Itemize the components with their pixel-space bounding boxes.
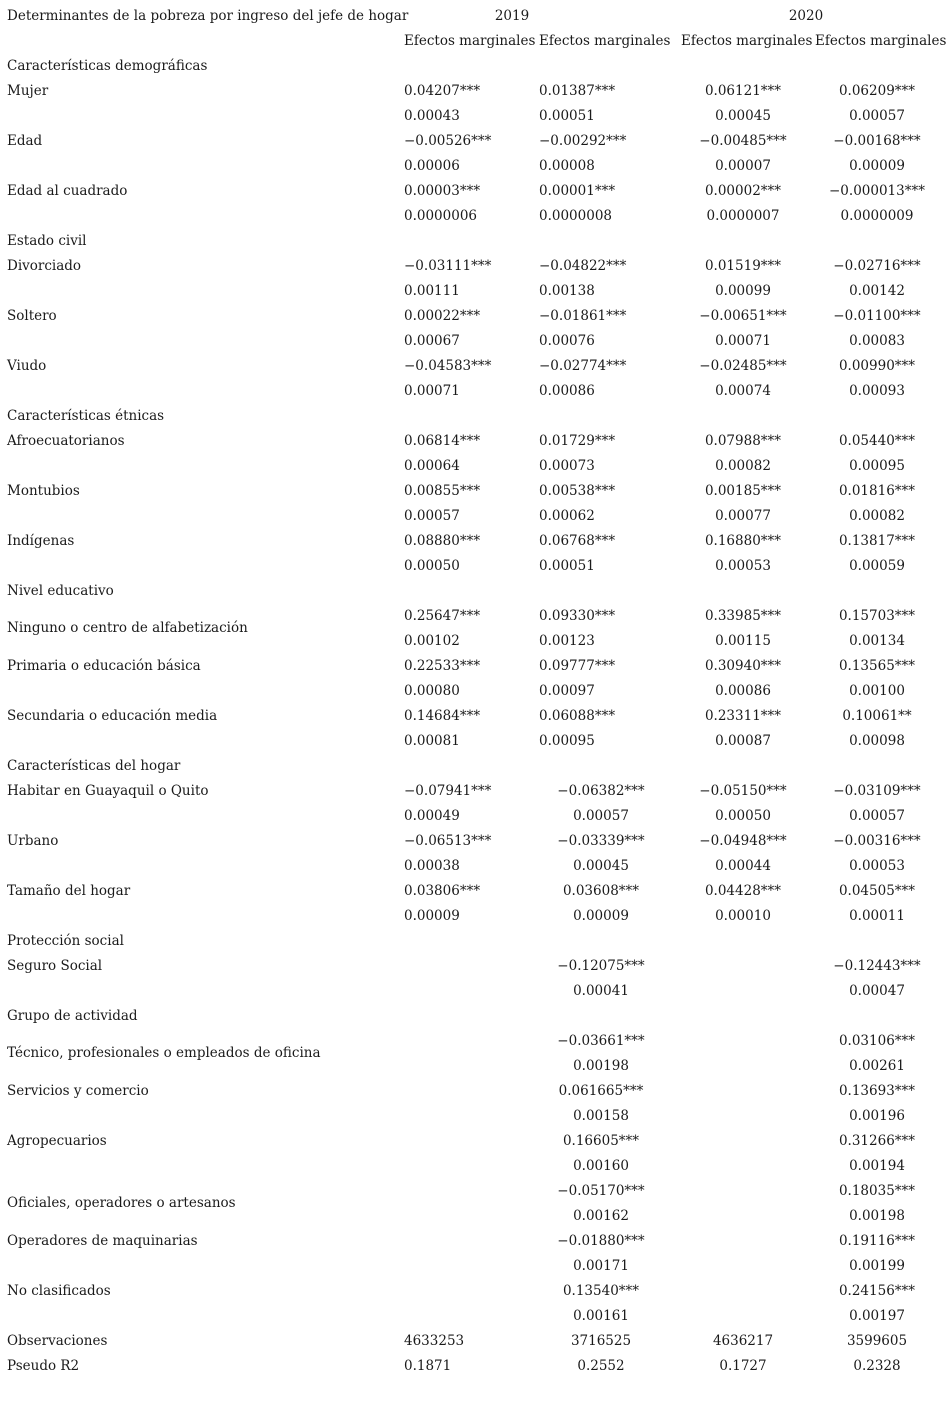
table-row bbox=[0, 529, 949, 554]
value-cell: 0.00093 bbox=[849, 383, 905, 399]
table-row bbox=[0, 1029, 949, 1061]
value-cell: 0.0000008 bbox=[539, 208, 613, 224]
std-error-row bbox=[0, 104, 949, 129]
table-body bbox=[0, 54, 949, 1379]
variable-label: Afroecuatorianos bbox=[7, 433, 125, 449]
value-cell: 0.00990*** bbox=[838, 358, 916, 374]
value-cell: 0.25647*** bbox=[404, 608, 481, 624]
std-error-row bbox=[0, 1304, 949, 1329]
value-cell: 0.01816*** bbox=[838, 483, 916, 499]
value-cell: 0.00053 bbox=[849, 858, 905, 874]
value-cell: 0.00199 bbox=[849, 1258, 905, 1274]
variable-label: Ninguno o centro de alfabetización bbox=[7, 620, 248, 636]
section-row bbox=[0, 579, 949, 604]
value-cell: 0.00538*** bbox=[539, 483, 616, 499]
value-cell: 0.00077 bbox=[715, 508, 771, 524]
section-row bbox=[0, 404, 949, 429]
value-cell: 0.00082 bbox=[849, 508, 905, 524]
value-cell: 0.09330*** bbox=[539, 608, 616, 624]
value-cell: 0.00045 bbox=[715, 108, 771, 124]
value-cell: 0.07988*** bbox=[704, 433, 782, 449]
value-cell: 0.00098 bbox=[849, 733, 905, 749]
value-cell: −0.00292*** bbox=[539, 133, 627, 149]
section-row bbox=[0, 929, 949, 954]
value-cell: 0.00086 bbox=[539, 383, 595, 399]
value-cell: 0.00003*** bbox=[404, 183, 481, 199]
value-cell: −0.00485*** bbox=[699, 133, 787, 149]
value-cell: 0.00051 bbox=[539, 108, 595, 124]
value-cell: 0.03806*** bbox=[404, 883, 481, 899]
value-cell bbox=[681, 979, 805, 1004]
value-cell: 0.00099 bbox=[715, 283, 771, 299]
variable-label: Observaciones bbox=[7, 1333, 108, 1349]
value-cell bbox=[681, 1079, 805, 1104]
std-error-row bbox=[0, 154, 949, 179]
value-cell: 0.00050 bbox=[404, 558, 460, 574]
value-cell: −0.01880*** bbox=[557, 1233, 645, 1249]
value-cell: −0.05150*** bbox=[699, 783, 787, 799]
value-cell: 0.01387*** bbox=[539, 83, 616, 99]
value-cell: 0.00053 bbox=[715, 558, 771, 574]
value-cell: 0.00134 bbox=[849, 633, 905, 649]
value-cell: 0.00171 bbox=[573, 1258, 629, 1274]
value-cell: 0.06121*** bbox=[704, 83, 782, 99]
value-cell bbox=[681, 1154, 805, 1179]
value-cell bbox=[681, 954, 805, 979]
value-cell: 3599605 bbox=[846, 1333, 908, 1349]
value-cell: 0.00008 bbox=[539, 158, 595, 174]
std-error-row bbox=[0, 504, 949, 529]
std-error-row bbox=[0, 629, 949, 654]
table-row bbox=[0, 1079, 949, 1104]
header-row bbox=[0, 4, 949, 29]
value-cell: 0.00196 bbox=[849, 1108, 905, 1124]
value-cell: 0.04207*** bbox=[404, 83, 481, 99]
value-cell bbox=[681, 1179, 805, 1204]
value-cell: 0.18035*** bbox=[838, 1183, 916, 1199]
value-cell: −0.03661*** bbox=[557, 1033, 645, 1049]
value-cell: 0.00071 bbox=[715, 333, 771, 349]
section-row bbox=[0, 54, 949, 79]
std-error-row bbox=[0, 679, 949, 704]
value-cell: 0.00111 bbox=[404, 283, 460, 299]
value-cell: 0.06814*** bbox=[404, 433, 481, 449]
value-cell: 0.00057 bbox=[404, 508, 460, 524]
variable-label: Servicios y comercio bbox=[7, 1083, 149, 1099]
value-cell: 0.06088*** bbox=[539, 708, 616, 724]
table-row bbox=[0, 779, 949, 804]
table-row bbox=[0, 129, 949, 154]
std-error-row bbox=[0, 554, 949, 579]
value-cell: −0.01100*** bbox=[833, 308, 921, 324]
value-cell: −0.04822*** bbox=[539, 258, 627, 274]
variable-label: Montubios bbox=[7, 483, 80, 499]
variable-label: Habitar en Guayaquil o Quito bbox=[7, 783, 209, 799]
std-error-row bbox=[0, 1204, 949, 1229]
value-cell: 0.1871 bbox=[404, 1358, 452, 1374]
std-error-row bbox=[0, 1154, 949, 1179]
variable-label: Divorciado bbox=[7, 258, 82, 274]
section-label: Características demográficas bbox=[7, 58, 208, 74]
value-cell: 0.00086 bbox=[715, 683, 771, 699]
variable-label: Urbano bbox=[7, 833, 59, 849]
value-cell: 0.00261 bbox=[849, 1058, 905, 1074]
value-cell: −0.12075*** bbox=[557, 958, 645, 974]
value-cell: 0.00076 bbox=[539, 333, 595, 349]
value-cell: −0.02774*** bbox=[539, 358, 627, 374]
variable-label: Agropecuarios bbox=[7, 1133, 107, 1149]
value-cell: 0.00067 bbox=[404, 333, 460, 349]
value-cell: 0.00057 bbox=[849, 108, 905, 124]
variable-label: Soltero bbox=[7, 308, 57, 324]
table-row bbox=[0, 1179, 949, 1211]
value-cell: 0.16880*** bbox=[704, 533, 782, 549]
value-cell: 0.00100 bbox=[849, 683, 905, 699]
variable-label: Secundaria o educación media bbox=[7, 708, 218, 724]
value-cell: −0.06382*** bbox=[557, 783, 645, 799]
value-cell: −0.07941*** bbox=[404, 783, 492, 799]
value-cell bbox=[681, 1204, 805, 1229]
variable-label: Oficiales, operadores o artesanos bbox=[7, 1195, 236, 1211]
value-cell bbox=[681, 1129, 805, 1154]
regression-table bbox=[0, 4, 949, 1379]
table-row bbox=[0, 1354, 949, 1379]
column-header: Efectos marginales bbox=[815, 33, 947, 49]
value-cell: 0.00062 bbox=[539, 508, 595, 524]
value-cell: 0.00009 bbox=[849, 158, 905, 174]
std-error-row bbox=[0, 1054, 949, 1079]
std-error-row bbox=[0, 804, 949, 829]
value-cell: 0.00043 bbox=[404, 108, 460, 124]
table-row bbox=[0, 829, 949, 854]
value-cell: 0.00064 bbox=[404, 458, 460, 474]
table-row bbox=[0, 479, 949, 504]
value-cell: 0.00087 bbox=[715, 733, 771, 749]
section-label: Nivel educativo bbox=[7, 583, 114, 599]
value-cell: 0.06209*** bbox=[838, 83, 916, 99]
value-cell: 0.06768*** bbox=[539, 533, 616, 549]
section-row bbox=[0, 1004, 949, 1029]
value-cell: −0.02716*** bbox=[833, 258, 921, 274]
variable-label: Primaria o educación básica bbox=[7, 658, 201, 674]
value-cell bbox=[681, 1054, 805, 1079]
value-cell: 0.00855*** bbox=[404, 483, 481, 499]
value-cell: 0.00009 bbox=[573, 908, 629, 924]
value-cell: 0.04428*** bbox=[704, 883, 782, 899]
variable-label: Seguro Social bbox=[7, 958, 103, 974]
value-cell: −0.05170*** bbox=[557, 1183, 645, 1199]
std-error-row bbox=[0, 379, 949, 404]
variable-label: Pseudo R2 bbox=[7, 1358, 80, 1374]
value-cell: −0.03109*** bbox=[833, 783, 921, 799]
value-cell: 0.0000007 bbox=[706, 208, 780, 224]
value-cell: 0.2552 bbox=[577, 1358, 625, 1374]
variable-label: Viudo bbox=[7, 358, 47, 374]
value-cell: −0.00526*** bbox=[404, 133, 492, 149]
value-cell: 0.00049 bbox=[404, 808, 460, 824]
value-cell: −0.00316*** bbox=[833, 833, 921, 849]
value-cell: 0.00080 bbox=[404, 683, 460, 699]
std-error-row bbox=[0, 854, 949, 879]
value-cell bbox=[681, 1229, 805, 1254]
value-cell: −0.03111*** bbox=[404, 258, 492, 274]
value-cell: 0.00102 bbox=[404, 633, 460, 649]
value-cell: 0.00197 bbox=[849, 1308, 905, 1324]
value-cell: 0.00071 bbox=[404, 383, 460, 399]
value-cell: 0.00007 bbox=[715, 158, 771, 174]
variable-label: Indígenas bbox=[7, 533, 75, 549]
value-cell bbox=[681, 1029, 805, 1054]
std-error-row bbox=[0, 454, 949, 479]
value-cell: 0.00185*** bbox=[704, 483, 782, 499]
value-cell: 0.01519*** bbox=[704, 258, 782, 274]
variable-label: Edad al cuadrado bbox=[7, 183, 128, 199]
column-header-row bbox=[0, 29, 949, 54]
value-cell: 4636217 bbox=[712, 1333, 774, 1349]
value-cell bbox=[681, 1254, 805, 1279]
value-cell: 0.00095 bbox=[849, 458, 905, 474]
section-row bbox=[0, 754, 949, 779]
value-cell: −0.000013*** bbox=[829, 183, 925, 199]
column-header: Efectos marginales bbox=[404, 33, 536, 49]
variable-label: No clasificados bbox=[7, 1283, 111, 1299]
table-row bbox=[0, 654, 949, 679]
std-error-row bbox=[0, 979, 949, 1004]
value-cell: 0.00038 bbox=[404, 858, 460, 874]
variable-label: Técnico, profesionales o empleados de oficina bbox=[7, 1045, 321, 1061]
value-cell: −0.04948*** bbox=[699, 833, 787, 849]
value-cell: 0.00074 bbox=[715, 383, 771, 399]
value-cell: 0.00041 bbox=[573, 983, 629, 999]
value-cell: 0.00051 bbox=[539, 558, 595, 574]
table-row bbox=[0, 1329, 949, 1354]
value-cell: −0.04583*** bbox=[404, 358, 492, 374]
std-error-row bbox=[0, 279, 949, 304]
std-error-row bbox=[0, 904, 949, 929]
value-cell: 0.00198 bbox=[573, 1058, 629, 1074]
value-cell: 3716525 bbox=[570, 1333, 632, 1349]
value-cell: −0.06513*** bbox=[404, 833, 492, 849]
value-cell: 0.00001*** bbox=[539, 183, 616, 199]
value-cell: 0.00073 bbox=[539, 458, 595, 474]
value-cell: 0.00057 bbox=[849, 808, 905, 824]
value-cell: 4633253 bbox=[404, 1333, 465, 1349]
value-cell: 0.23311*** bbox=[704, 708, 782, 724]
value-cell: 0.13540*** bbox=[562, 1283, 640, 1299]
value-cell: 0.00115 bbox=[715, 633, 771, 649]
variable-label: Mujer bbox=[7, 83, 49, 99]
value-cell: 0.22533*** bbox=[404, 658, 481, 674]
value-cell: 0.00044 bbox=[715, 858, 771, 874]
value-cell: 0.00010 bbox=[715, 908, 771, 924]
value-cell: 0.19116*** bbox=[838, 1233, 916, 1249]
value-cell: −0.01861*** bbox=[539, 308, 627, 324]
table-row bbox=[0, 1229, 949, 1254]
table-row bbox=[0, 354, 949, 379]
table-row bbox=[0, 879, 949, 904]
value-cell: 0.1727 bbox=[719, 1358, 767, 1374]
table-caption: Determinantes de la pobreza por ingreso del jefe de hogar bbox=[7, 8, 409, 24]
value-cell: 0.00045 bbox=[573, 858, 629, 874]
value-cell: 0.00047 bbox=[849, 983, 905, 999]
value-cell bbox=[681, 1104, 805, 1129]
table-row bbox=[0, 1129, 949, 1154]
value-cell: 0.14684*** bbox=[404, 708, 481, 724]
value-cell: 0.0000006 bbox=[404, 208, 478, 224]
value-cell: 0.15703*** bbox=[838, 608, 916, 624]
section-label: Características del hogar bbox=[7, 758, 181, 774]
variable-label: Operadores de maquinarias bbox=[7, 1233, 198, 1249]
value-cell: 0.10061** bbox=[842, 708, 912, 724]
year-2019-header: 2019 bbox=[494, 8, 530, 24]
value-cell: −0.12443*** bbox=[833, 958, 921, 974]
value-cell: 0.00050 bbox=[715, 808, 771, 824]
value-cell: 0.16605*** bbox=[562, 1133, 640, 1149]
value-cell: −0.03339*** bbox=[557, 833, 645, 849]
value-cell: 0.09777*** bbox=[539, 658, 616, 674]
value-cell: 0.01729*** bbox=[539, 433, 616, 449]
value-cell bbox=[681, 1279, 805, 1304]
value-cell: 0.04505*** bbox=[838, 883, 916, 899]
std-error-row bbox=[0, 1254, 949, 1279]
value-cell: 0.00138 bbox=[539, 283, 595, 299]
value-cell: 0.30940*** bbox=[704, 658, 782, 674]
value-cell: 0.00082 bbox=[715, 458, 771, 474]
value-cell: 0.00057 bbox=[573, 808, 629, 824]
value-cell: 0.13565*** bbox=[838, 658, 916, 674]
value-cell: 0.00194 bbox=[849, 1158, 905, 1174]
value-cell: 0.00009 bbox=[404, 908, 460, 924]
value-cell: 0.05440*** bbox=[838, 433, 916, 449]
table-row bbox=[0, 179, 949, 204]
table-row bbox=[0, 604, 949, 636]
section-label: Estado civil bbox=[7, 233, 87, 249]
std-error-row bbox=[0, 729, 949, 754]
value-cell: 0.00198 bbox=[849, 1208, 905, 1224]
value-cell: 0.00011 bbox=[849, 908, 905, 924]
column-header: Efectos marginales bbox=[539, 33, 671, 49]
value-cell: −0.00168*** bbox=[833, 133, 921, 149]
table-row bbox=[0, 429, 949, 454]
value-cell: 0.0000009 bbox=[840, 208, 914, 224]
value-cell: 0.24156*** bbox=[838, 1283, 916, 1299]
value-cell: 0.00158 bbox=[573, 1108, 629, 1124]
value-cell: 0.00006 bbox=[404, 158, 460, 174]
value-cell: 0.00002*** bbox=[704, 183, 782, 199]
variable-label: Tamaño del hogar bbox=[7, 883, 131, 899]
value-cell: 0.00161 bbox=[573, 1308, 629, 1324]
value-cell: 0.31266*** bbox=[838, 1133, 916, 1149]
value-cell: 0.00095 bbox=[539, 733, 595, 749]
value-cell: 0.00162 bbox=[573, 1208, 629, 1224]
table-row bbox=[0, 1279, 949, 1304]
variable-label: Edad bbox=[7, 133, 43, 149]
std-error-row bbox=[0, 204, 949, 229]
table-row bbox=[0, 304, 949, 329]
value-cell: 0.2328 bbox=[853, 1358, 901, 1374]
table-row bbox=[0, 79, 949, 104]
value-cell: 0.00097 bbox=[539, 683, 595, 699]
value-cell: 0.03106*** bbox=[838, 1033, 916, 1049]
table-row bbox=[0, 254, 949, 279]
value-cell: 0.061665*** bbox=[558, 1083, 644, 1099]
value-cell: 0.00123 bbox=[539, 633, 595, 649]
table-row bbox=[0, 954, 949, 979]
value-cell: 0.00160 bbox=[573, 1158, 629, 1174]
section-label: Características étnicas bbox=[7, 408, 165, 424]
value-cell: −0.02485*** bbox=[699, 358, 787, 374]
section-row bbox=[0, 229, 949, 254]
std-error-row bbox=[0, 1104, 949, 1129]
section-label: Protección social bbox=[7, 933, 124, 949]
value-cell: 0.00083 bbox=[849, 333, 905, 349]
section-label: Grupo de actividad bbox=[7, 1008, 138, 1024]
value-cell: 0.03608*** bbox=[562, 883, 640, 899]
value-cell: 0.13817*** bbox=[838, 533, 916, 549]
value-cell: 0.08880*** bbox=[404, 533, 481, 549]
table-row bbox=[0, 704, 949, 729]
value-cell: 0.33985*** bbox=[704, 608, 782, 624]
column-header: Efectos marginales bbox=[681, 33, 813, 49]
value-cell: 0.00059 bbox=[849, 558, 905, 574]
value-cell bbox=[681, 1304, 805, 1329]
value-cell: 0.00081 bbox=[404, 733, 460, 749]
std-error-row bbox=[0, 329, 949, 354]
year-2020-header: 2020 bbox=[788, 8, 824, 24]
value-cell: 0.00022*** bbox=[404, 308, 481, 324]
value-cell: 0.13693*** bbox=[838, 1083, 916, 1099]
value-cell: 0.00142 bbox=[849, 283, 905, 299]
value-cell: −0.00651*** bbox=[699, 308, 787, 324]
